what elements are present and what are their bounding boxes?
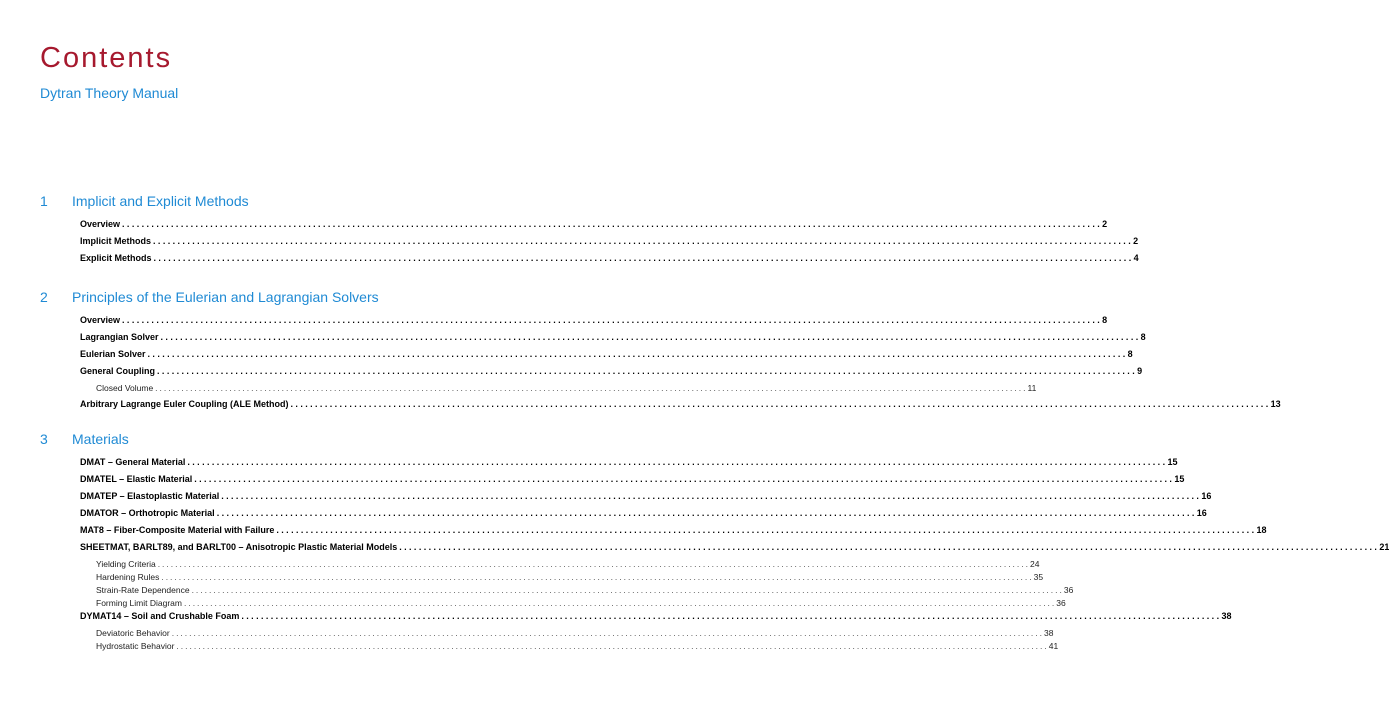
- entry-title: Explicit Methods: [80, 253, 152, 263]
- toc-entry[interactable]: [80, 611, 1232, 628]
- entry-page: 16: [1196, 508, 1207, 518]
- toc-entry[interactable]: [80, 332, 1146, 349]
- entry-page: 9: [1137, 366, 1143, 376]
- chapter-title: Implicit and Explicit Methods: [72, 193, 249, 209]
- entry-page: 21: [1379, 542, 1389, 552]
- entry-title: Eulerian Solver: [80, 349, 146, 359]
- leader-dots: ........................................................................................................................................................................................................: [399, 542, 1380, 552]
- entry-page: 8: [1102, 315, 1108, 325]
- toc-entry[interactable]: [80, 236, 1139, 253]
- leader-dots: ........................................................................................................................................................................................................: [171, 628, 1045, 638]
- toc-entry[interactable]: [80, 366, 1143, 383]
- toc-entry[interactable]: [80, 457, 1178, 474]
- toc-entry[interactable]: [80, 219, 1108, 236]
- chapter-number: 1: [40, 193, 48, 209]
- entry-title: Overview: [80, 315, 121, 325]
- toc-entry[interactable]: [80, 253, 1139, 270]
- toc-subentry[interactable]: [96, 572, 1044, 585]
- chapter-title: Materials: [72, 431, 129, 447]
- leader-dots: ........................................................................................................................................................................................................: [191, 585, 1064, 595]
- manual-subtitle: Dytran Theory Manual: [40, 85, 179, 101]
- entry-title: Yielding Criteria: [96, 559, 156, 569]
- leader-dots: ........................................................................................................................................................................................................: [161, 572, 1034, 582]
- leader-dots: ........................................................................................................................................................................................................: [153, 236, 1134, 246]
- entry-page: 18: [1256, 525, 1267, 535]
- chapter-number: 3: [40, 431, 48, 447]
- toc-subentry[interactable]: [96, 559, 1040, 572]
- entry-title: DMAT – General Material: [80, 457, 186, 467]
- entry-title: Deviatoric Behavior: [96, 628, 170, 638]
- entry-page: 15: [1174, 474, 1185, 484]
- leader-dots: ........................................................................................................................................................................................................: [183, 598, 1057, 608]
- leader-dots: ........................................................................................................................................................................................................: [160, 332, 1141, 342]
- toc-subentry[interactable]: [96, 585, 1074, 598]
- toc-subentry[interactable]: [96, 598, 1066, 611]
- entry-title: Overview: [80, 219, 121, 229]
- toc-subentry[interactable]: [96, 628, 1054, 641]
- entry-page: 36: [1063, 585, 1074, 595]
- toc-entry[interactable]: [80, 508, 1207, 525]
- toc-entry[interactable]: [80, 491, 1212, 508]
- entry-title: Hardening Rules: [96, 572, 160, 582]
- entry-page: 38: [1044, 628, 1054, 638]
- entry-title: DMATEL – Elastic Material: [80, 474, 193, 484]
- entry-page: 13: [1270, 399, 1281, 409]
- entry-title: Closed Volume: [96, 383, 154, 393]
- leader-dots: ........................................................................................................................................................................................................: [147, 349, 1128, 359]
- leader-dots: ........................................................................................................................................................................................................: [122, 315, 1103, 325]
- leader-dots: ........................................................................................................................................................................................................: [216, 508, 1197, 518]
- entry-page: 15: [1167, 457, 1178, 467]
- leader-dots: ........................................................................................................................................................................................................: [290, 399, 1271, 409]
- entry-page: 35: [1033, 572, 1044, 582]
- entry-title: Implicit Methods: [80, 236, 152, 246]
- entry-page: 38: [1221, 611, 1232, 621]
- leader-dots: ........................................................................................................................................................................................................: [153, 253, 1134, 263]
- chapter-number: 2: [40, 289, 48, 305]
- leader-dots: ........................................................................................................................................................................................................: [157, 366, 1138, 376]
- leader-dots: ........................................................................................................................................................................................................: [241, 611, 1222, 621]
- page-title: Contents: [40, 42, 173, 74]
- leader-dots: ........................................................................................................................................................................................................: [176, 641, 1049, 651]
- chapter-entries: [40, 315, 1281, 416]
- entry-page: 11: [1027, 383, 1037, 393]
- chapter-heading[interactable]: [40, 431, 558, 451]
- toc-subentry[interactable]: [96, 641, 1059, 654]
- entry-page: 16: [1201, 491, 1212, 501]
- toc-entry[interactable]: [80, 349, 1133, 366]
- toc-entry[interactable]: [80, 399, 1281, 416]
- entry-page: 2: [1102, 219, 1108, 229]
- entry-title: MAT8 – Fiber-Composite Material with Failure: [80, 525, 275, 535]
- entry-title: Forming Limit Diagram: [96, 598, 182, 608]
- entry-page: 2: [1133, 236, 1139, 246]
- chapter-1: [40, 193, 1139, 270]
- chapter-heading[interactable]: [40, 193, 558, 213]
- toc-entry[interactable]: [80, 474, 1185, 491]
- entry-page: 4: [1133, 253, 1139, 263]
- entry-title: Arbitrary Lagrange Euler Coupling (ALE Method): [80, 399, 289, 409]
- toc-entry[interactable]: [80, 315, 1108, 332]
- toc-subentry[interactable]: [96, 383, 1037, 396]
- entry-title: General Coupling: [80, 366, 156, 376]
- entry-page: 8: [1127, 349, 1133, 359]
- toc-entry[interactable]: [80, 542, 1389, 559]
- entry-page: 24: [1030, 559, 1040, 569]
- leader-dots: ........................................................................................................................................................................................................: [157, 559, 1031, 569]
- entry-title: DMATEP – Elastoplastic Material: [80, 491, 220, 501]
- chapter-heading[interactable]: [40, 289, 558, 309]
- leader-dots: ........................................................................................................................................................................................................: [122, 219, 1103, 229]
- entry-title: DYMAT14 – Soil and Crushable Foam: [80, 611, 240, 621]
- chapter-3: [40, 431, 1389, 654]
- chapter-entries: [40, 219, 1139, 270]
- chapter-title: Principles of the Eulerian and Lagrangian Solvers: [72, 289, 379, 305]
- leader-dots: ........................................................................................................................................................................................................: [187, 457, 1168, 467]
- entry-title: SHEETMAT, BARLT89, and BARLT00 – Anisotropic Plastic Material Models: [80, 542, 398, 552]
- entry-title: Hydrostatic Behavior: [96, 641, 175, 651]
- entry-page: 41: [1048, 641, 1059, 651]
- leader-dots: ........................................................................................................................................................................................................: [194, 474, 1175, 484]
- entry-title: Lagrangian Solver: [80, 332, 159, 342]
- chapter-entries: [40, 457, 1389, 654]
- leader-dots: ........................................................................................................................................................................................................: [276, 525, 1257, 535]
- chapter-2: [40, 289, 1281, 416]
- leader-dots: ........................................................................................................................................................................................................: [155, 383, 1028, 393]
- entry-title: Strain-Rate Dependence: [96, 585, 190, 595]
- entry-page: 8: [1140, 332, 1146, 342]
- leader-dots: ........................................................................................................................................................................................................: [221, 491, 1202, 501]
- entry-page: 36: [1056, 598, 1066, 608]
- entry-title: DMATOR – Orthotropic Material: [80, 508, 215, 518]
- toc-entry[interactable]: [80, 525, 1267, 542]
